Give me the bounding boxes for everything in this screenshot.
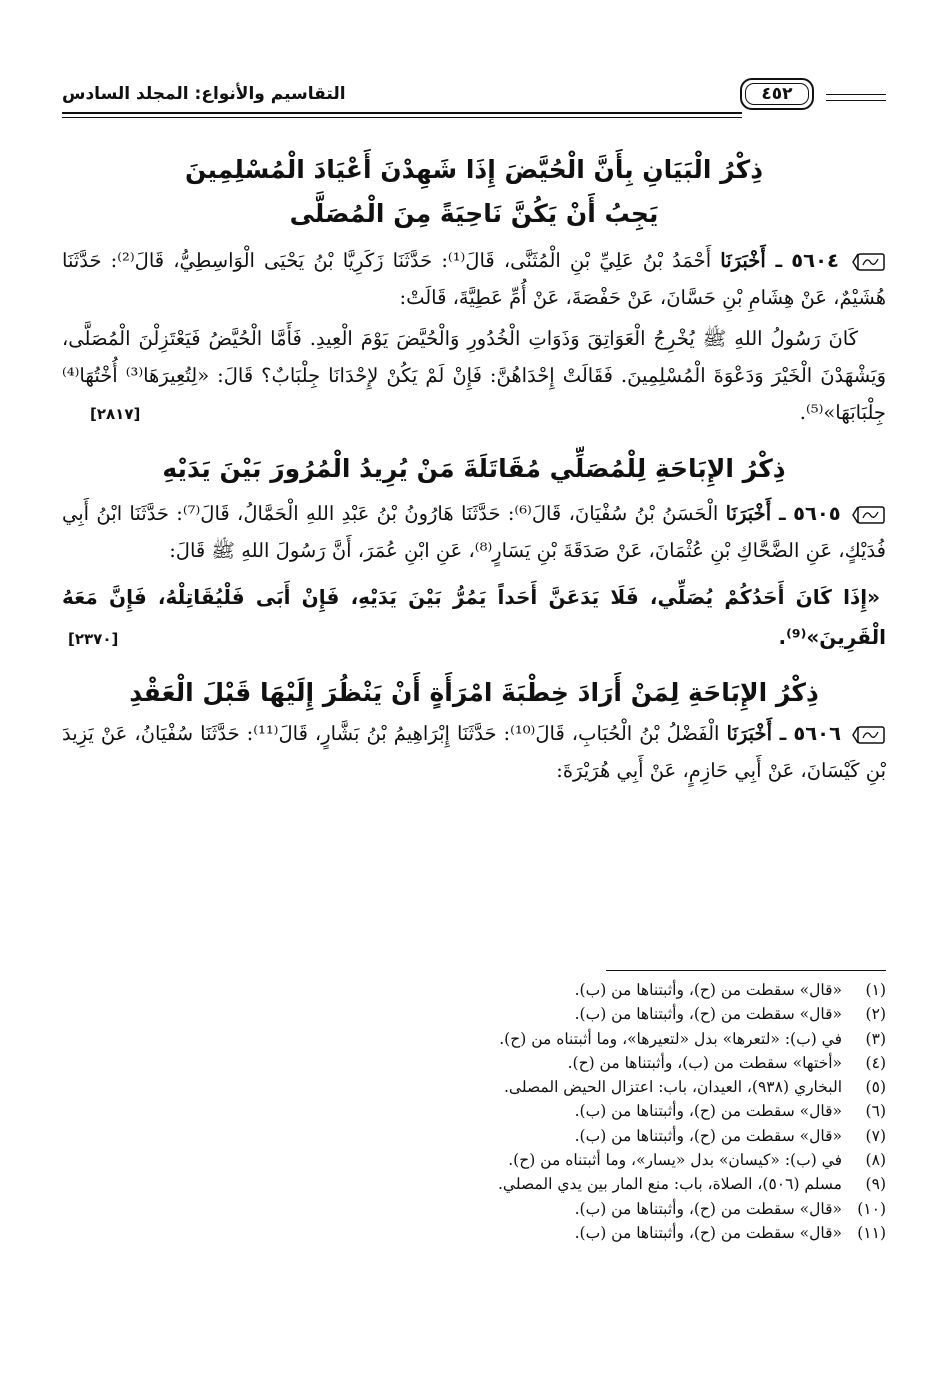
running-title: التقاسيم والأنواع: المجلد السادس (62, 84, 346, 104)
hadith-marker-icon (852, 251, 886, 273)
akhbarana-word: أَخْبَرَنَا (725, 502, 772, 525)
section-5604 (62, 148, 886, 431)
footnote-text: «قال» سقطت من (ح)، وأثبتناها من (ب). (574, 1005, 842, 1024)
footnote-text: «قال» سقطت من (ح)، وأثبتناها من (ب). (574, 1199, 842, 1218)
hadith-number: ٥٦٠٥ (793, 502, 841, 525)
footnote (200, 1051, 886, 1075)
matn-paragraph (62, 320, 886, 431)
footnote-number: (٤) (865, 1053, 886, 1072)
footnote-text: «قال» سقطت من (ح)، وأثبتناها من (ب). (574, 1102, 842, 1121)
footnote-text: «أختها» سقطت من (ب)، وأثبتناها من (ح). (567, 1053, 842, 1072)
footnote (200, 1124, 886, 1148)
footnote-number: (٩) (865, 1175, 886, 1194)
isnad-paragraph: ٥٦٠٤ ـ أَخْبَرَنَا أَحْمَدُ بْنُ عَلِيِّ بْنِ الْمُثَنَّى، قَالَ⁽¹⁾: حَدَّثَنَا زَكَرِيَّا بْنُ يَحْيَى الْوَاسِطِيُّ، قَالَ⁽²⁾: حَدَّثَنَا هُشَيْمٌ، عَنْ هِشَامِ بْنِ حَسَّانَ، عَنْ حَفْصَةَ، عَنْ أُمِّ عَطِيَّةَ، قَالَتْ: (62, 249, 886, 309)
page-header (62, 84, 886, 124)
footnote-number: (١١) (857, 1223, 886, 1242)
page-body (62, 148, 886, 789)
header-rule (62, 112, 742, 114)
page-number-text: ٤٥٢ (761, 84, 793, 104)
akhbarana-word: أَخْبَرَنَا (726, 722, 773, 745)
footnote (200, 1148, 886, 1172)
footnote-number: (١٠) (857, 1199, 886, 1218)
footnote-number: (٦) (865, 1102, 886, 1121)
footnote-number: (٨) (865, 1151, 886, 1170)
isnad-paragraph: ٥٦٠٦ ـ أَخْبَرَنَا الْفَضْلُ بْنُ الْحُبَابِ، قَالَ⁽¹⁰⁾: حَدَّثَنَا إِبْرَاهِيمُ بْنُ بَشَّارٍ، قَالَ⁽¹¹⁾: حَدَّثَنَا سُفْيَانُ، عَنْ يَزِيدَ بْنِ كَيْسَانَ، عَنْ أَبِي حَازِمٍ، عَنْ أَبِي هُرَيْرَةَ: (62, 722, 886, 782)
header-rule-right (826, 94, 886, 95)
matn-paragraph (62, 577, 886, 657)
footnote (200, 1172, 886, 1196)
footnote-text: البخاري (٩٣٨)، العيدان، باب: اعتزال الحيض المصلى. (503, 1078, 842, 1097)
page-number (740, 78, 814, 110)
footnote-number: (٣) (865, 1029, 886, 1048)
heading-line: ذِكْرُ الْبَيَانِ بِأَنَّ الْحُيَّضَ إِذَا شَهِدْنَ أَعْيَادَ الْمُسْلِمِينَ (184, 155, 764, 184)
hadith-marker-icon (852, 724, 886, 746)
isnad-text: أَحْمَدُ بْنُ عَلِيِّ بْنِ الْمُثَنَّى، قَالَ⁽¹⁾: حَدَّثَنَا زَكَرِيَّا بْنُ يَحْيَى الْوَاسِطِيُّ، قَالَ⁽²⁾: حَدَّثَنَا هُشَيْمٌ، عَنْ هِشَامِ بْنِ حَسَّانَ، عَنْ حَفْصَةَ، عَنْ أُمِّ عَطِيَّةَ، قَالَتْ: (62, 249, 886, 309)
footnote-number: (٢) (865, 1005, 886, 1024)
section-5605 (62, 447, 886, 657)
heading-line: يَجِبُ أَنْ يَكُنَّ نَاحِيَةً مِنَ الْمُصَلَّى (289, 199, 659, 228)
reference-number: [٢٨١٧] (90, 405, 141, 423)
footnote-separator (606, 970, 886, 971)
heading-line: ذِكْرُ الإِبَاحَةِ لِمَنْ أَرَادَ خِطْبَةَ امْرَأَةٍ أَنْ يَنْظُرَ إِلَيْهَا قَبْلَ الْعَقْدِ (129, 678, 819, 707)
footnote-text: في (ب): «كيسان» بدل «يسار»، وما أثبتناه من (ح). (508, 1151, 842, 1170)
hadith-marker-icon (852, 504, 886, 526)
footnote-number: (٧) (865, 1126, 886, 1145)
isnad-paragraph: ٥٦٠٥ ـ أَخْبَرَنَا الْحَسَنُ بْنُ سُفْيَانَ، قَالَ⁽⁶⁾: حَدَّثَنَا هَارُونُ بْنُ عَبْدِ اللهِ الْحَمَّالُ، قَالَ⁽⁷⁾: حَدَّثَنَا ابْنُ أَبِي فُدَيْكٍ، عَنِ الضَّحَّاكِ بْنِ عُثْمَانَ، عَنْ صَدَقَةَ بْنِ يَسَارٍ⁽⁸⁾، عَنِ ابْنِ عُمَرَ، أَنَّ رَسُولَ اللهِ ﷺ قَالَ: (62, 502, 886, 562)
section-heading (62, 148, 886, 236)
matn-text: كَانَ رَسُولُ اللهِ ﷺ يُخْرِجُ الْعَوَاتِقَ وَذَوَاتِ الْخُدُورِ وَالْحُيَّضَ يَوْمَ الْعِيدِ. فَأَمَّا الْحُيَّضُ فَيَعْتَزِلْنَ الْمُصَلَّى، وَيَشْهَدْنَ الْخَيْرَ وَدَعْوَةَ الْمُسْلِمِينَ. فَقَالَتْ إِحْدَاهُنَّ: فَإِنْ لَمْ يَكُنْ لإِحْدَانَا جِلْبَابٌ؟ قَالَ: «لِتُعِيرَهَا⁽³⁾ أُخْتُهَا⁽⁴⁾ جِلْبَابَهَا»⁽⁵⁾. (62, 327, 886, 424)
footnote (200, 1075, 886, 1099)
footnote-number: (١) (865, 981, 886, 999)
footnote (200, 1197, 886, 1221)
isnad-text: الْفَضْلُ بْنُ الْحُبَابِ، قَالَ⁽¹⁰⁾: حَدَّثَنَا إِبْرَاهِيمُ بْنُ بَشَّارٍ، قَالَ⁽¹¹⁾: حَدَّثَنَا سُفْيَانُ، عَنْ يَزِيدَ بْنِ كَيْسَانَ، عَنْ أَبِي حَازِمٍ، عَنْ أَبِي هُرَيْرَةَ: (62, 722, 886, 782)
header-rule-right-2 (826, 100, 886, 101)
isnad-text: الْحَسَنُ بْنُ سُفْيَانَ، قَالَ⁽⁶⁾: حَدَّثَنَا هَارُونُ بْنُ عَبْدِ اللهِ الْحَمَّالُ، قَالَ⁽⁷⁾: حَدَّثَنَا ابْنُ أَبِي فُدَيْكٍ، عَنِ الضَّحَّاكِ بْنِ عُثْمَانَ، عَنْ صَدَقَةَ بْنِ يَسَارٍ⁽⁸⁾، عَنِ ابْنِ عُمَرَ، أَنَّ رَسُولَ اللهِ ﷺ قَالَ: (62, 502, 886, 562)
footnote (200, 1099, 886, 1123)
hadith-number: ٥٦٠٤ (791, 249, 839, 272)
footnote-text: في (ب): «لتعرها» بدل «لتعيرها»، وما أثبتناه من (ح). (499, 1029, 842, 1048)
section-heading (62, 447, 886, 491)
footnote-text: مسلم (٥٠٦)، الصلاة، باب: منع المار بين يدي المصلي. (498, 1175, 842, 1194)
section-5606 (62, 671, 886, 789)
footnote-text: «قال» سقطت من (ح)، وأثبتناها من (ب). (574, 981, 842, 999)
footnote (200, 1027, 886, 1051)
footnote (200, 1002, 886, 1026)
akhbarana-word: أَخْبَرَنَا (720, 249, 766, 272)
heading-line: ذِكْرُ الإِبَاحَةِ لِلْمُصَلِّي مُقَاتَلَةَ مَنْ يُرِيدُ الْمُرُورَ بَيْنَ يَدَيْهِ (162, 454, 786, 483)
section-heading (62, 671, 886, 715)
footnote (200, 1221, 886, 1245)
reference-number: [٢٣٧٠] (68, 630, 119, 648)
footnotes (200, 978, 886, 1245)
header-rule-thin (62, 117, 742, 118)
footnote (200, 978, 886, 1002)
footnote-text: «قال» سقطت من (ح)، وأثبتناها من (ب). (574, 1223, 842, 1242)
hadith-number: ٥٦٠٦ (793, 722, 841, 745)
matn-text: «إِذَا كَانَ أَحَدُكُمْ يُصَلِّي، فَلَا يَدَعَنَّ أَحَداً يَمُرُّ بَيْنَ يَدَيْهِ، فَإِنْ أَبَى فَلْيُقَاتِلْهُ، فَإِنَّ مَعَهُ الْقَرِينَ»⁽⁹⁾. (62, 585, 886, 649)
footnote-number: (٥) (865, 1078, 886, 1097)
footnote-text: «قال» سقطت من (ح)، وأثبتناها من (ب). (574, 1126, 842, 1145)
